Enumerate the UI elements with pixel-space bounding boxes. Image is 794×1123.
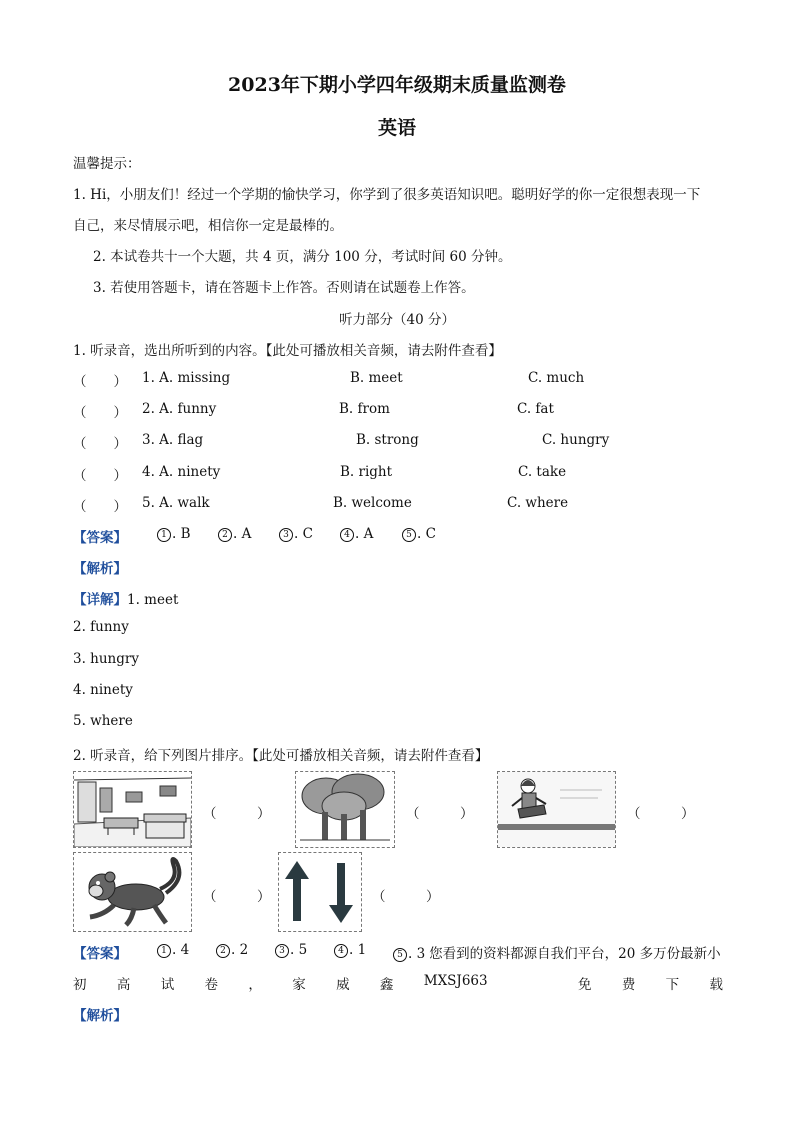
option-b: B. from (339, 401, 390, 417)
circle-number: 4 (340, 528, 354, 542)
option-a: 3. A. flag (142, 432, 204, 448)
order-blank: （ ） (627, 806, 695, 822)
answer-item: 4 . 1 (334, 942, 366, 958)
circle-number: 2 (218, 528, 232, 542)
order-blank: （ ） (406, 806, 474, 822)
option-b: B. meet (350, 370, 403, 386)
q1-item (73, 495, 723, 515)
option-a: 1. A. missing (142, 370, 231, 386)
tip-1: 1. Hi，小朋友们！经过一个学期的愉快学习，你学到了很多英语知识吧。聪明好学的你一定很想表现一下 (73, 187, 701, 203)
detail-line: 2. funny (73, 619, 129, 635)
detail-label: 【详解】 (73, 592, 127, 608)
tip-3: 3. 若使用答题卡，请在答题卡上作答。否则请在试题卷上作答。 (93, 280, 475, 296)
circle-number: 3 (275, 944, 289, 958)
living-room-illustration (74, 772, 191, 847)
option-c: C. much (528, 370, 585, 386)
answer-blank: （ ） (73, 436, 127, 452)
option-b: B. right (340, 464, 393, 480)
q1-item (73, 370, 723, 390)
circle-number: 3 (279, 528, 293, 542)
answer-item: 2 . 2 (216, 942, 248, 958)
tip-1-cont: 自己，来尽情展示吧，相信你一定是最棒的。 (73, 218, 343, 234)
circle-number: 5 (393, 948, 407, 962)
detail-line: 【详解】1. meet (73, 592, 179, 608)
circle-number: 5 (402, 528, 416, 542)
section-title: 听力部分（40 分） (339, 312, 455, 328)
option-a: 2. A. funny (142, 401, 217, 417)
exam-subject: 英语 (377, 117, 416, 139)
trees-illustration (296, 772, 394, 847)
order-blank: （ ） (203, 806, 271, 822)
answer-item: 5 . 3 您看到的资料都源自我们平台，20 多万份最新小 (393, 942, 721, 962)
monkey-illustration (74, 853, 191, 931)
q2-answer-row (73, 942, 723, 962)
circle-number: 1 (157, 944, 171, 958)
q1-prompt: 1. 听录音，选出所听到的内容。【此处可播放相关音频，请去附件查看】 (73, 343, 502, 359)
tip-2: 2. 本试卷共十一个大题，共 4 页，满分 100 分，考试时间 60 分钟。 (93, 249, 512, 265)
answer-item: 4 . A (340, 526, 373, 542)
circle-number: 1 (157, 528, 171, 542)
answer-item: 5 . C (402, 526, 436, 542)
option-c: C. hungry (542, 432, 610, 448)
option-a: 5. A. walk (142, 495, 210, 511)
jumping-girl-picture (497, 771, 616, 848)
tips-heading: 温馨提示： (73, 156, 141, 172)
living-room-picture (73, 771, 192, 848)
q1-item (73, 464, 723, 484)
circle-number: 4 (334, 944, 348, 958)
detail-line: 5. where (73, 713, 133, 729)
answer-blank: （ ） (73, 374, 127, 390)
answer-label: 【答案】 (73, 946, 127, 962)
answer-label: 【答案】 (73, 530, 127, 546)
analysis-label: 【解析】 (73, 1008, 127, 1024)
answer-blank: （ ） (73, 499, 127, 515)
option-c: C. where (507, 495, 569, 511)
analysis-label: 【解析】 (73, 561, 127, 577)
answer-item: 1 . B (157, 526, 191, 542)
promo-text: 您看到的资料都源自我们平台，20 多万份最新小 (429, 946, 721, 962)
up-down-arrows-picture (278, 852, 362, 932)
option-c: C. fat (517, 401, 554, 417)
detail-line: 4. ninety (73, 682, 133, 698)
jumping-girl-illustration (498, 772, 615, 847)
circle-number: 2 (216, 944, 230, 958)
q1-answer-row (73, 526, 723, 546)
answer-item: 3 . 5 (275, 942, 307, 958)
answer-item: 3 . C (279, 526, 313, 542)
up-down-arrows-illustration (279, 853, 361, 931)
option-b: B. strong (356, 432, 419, 448)
q1-item (73, 432, 723, 452)
order-blank: （ ） (203, 889, 271, 905)
answer-blank: （ ） (73, 405, 127, 421)
promo-wrap-line: 初 高 试 卷 ， 家 威 鑫 MXSJ663 免 费 下 载 (73, 973, 723, 993)
option-b: B. welcome (333, 495, 412, 511)
detail-line: 3. hungry (73, 651, 139, 667)
exam-title: 2023年下期小学四年级期末质量监测卷 (228, 74, 566, 96)
order-blank: （ ） (372, 889, 440, 905)
option-a: 4. A. ninety (142, 464, 221, 480)
monkey-picture (73, 852, 192, 932)
q2-prompt: 2. 听录音，给下列图片排序。【此处可播放相关音频，请去附件查看】 (73, 748, 489, 764)
q1-item (73, 401, 723, 421)
trees-picture (295, 771, 395, 848)
option-c: C. take (518, 464, 567, 480)
answer-blank: （ ） (73, 468, 127, 484)
answer-item: 2 . A (218, 526, 251, 542)
answer-item: 1 . 4 (157, 942, 189, 958)
